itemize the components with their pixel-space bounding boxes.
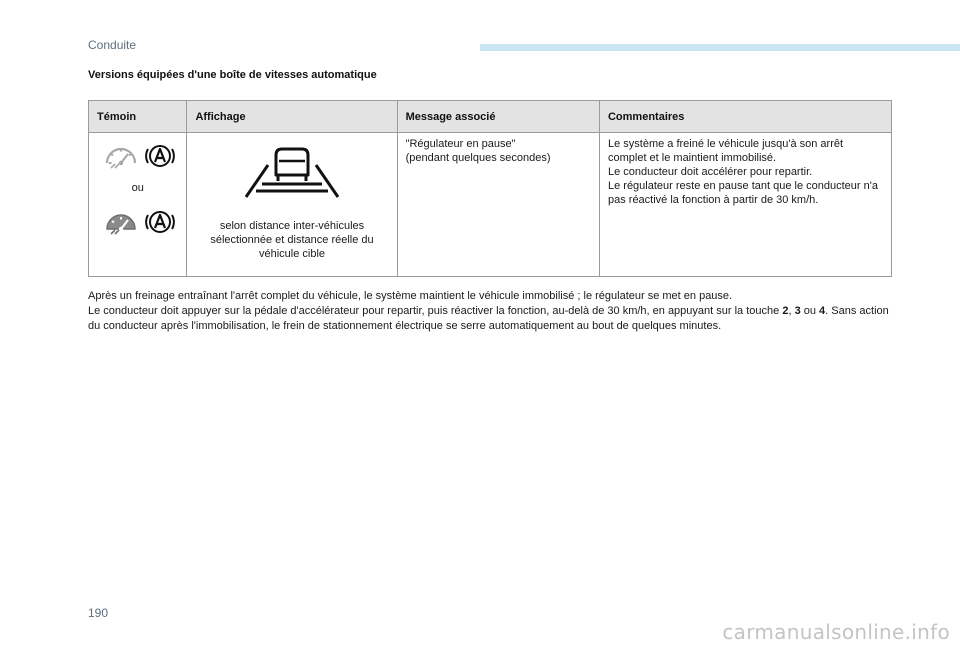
table-header-row xyxy=(89,101,892,133)
page-number: 190 xyxy=(88,606,109,620)
affichage-cell xyxy=(187,133,397,277)
column-header-commentaires: Commentaires xyxy=(599,101,891,133)
auto-hold-icon xyxy=(144,206,176,238)
paragraph-line-2-start: Le conducteur doit appuyer sur la pédale d'accélérateur pour repartir, puis réactiver la fonction, au-delà de 30 km/h, en appuyant sur la touche xyxy=(88,305,783,317)
info-table xyxy=(88,100,892,277)
body-paragraph xyxy=(88,289,893,334)
or-label: ou xyxy=(131,182,144,194)
separator-1: , xyxy=(788,305,795,317)
cruise-control-dark-icon xyxy=(103,207,139,237)
message-text: "Régulateur en pause" (pendant quelques secondes) xyxy=(405,138,551,164)
temoin-icon-row-2 xyxy=(89,203,186,241)
paragraph-line-1: Après un freinage entraînant l'arrêt complet du véhicule, le système maintient le véhicule immobilisé ; le régulateur se met en pause. xyxy=(88,290,733,302)
separator-2: ou xyxy=(800,305,820,317)
subtitle: Versions équipées d'une boîte de vitesses automatique xyxy=(88,69,377,81)
vehicle-ahead-display-icon xyxy=(242,143,342,201)
key-2: 2 xyxy=(782,305,789,317)
auto-hold-icon xyxy=(144,140,176,172)
temoin-icon-row-1 xyxy=(89,137,186,175)
temoin-cell xyxy=(89,133,187,277)
comment-cell xyxy=(599,133,891,277)
cruise-control-gray-icon xyxy=(103,141,139,171)
key-4: 4 xyxy=(819,305,826,317)
table-row xyxy=(89,133,892,277)
column-header-temoin: Témoin xyxy=(89,101,187,133)
message-cell xyxy=(397,133,599,277)
paragraph-line-2-end: . Sans action du conducteur après l'immobilisation, le frein de stationnement électrique se serre automatiquement au bout de quelques minutes. xyxy=(88,305,889,332)
key-3: 3 xyxy=(794,305,801,317)
section-header: Conduite xyxy=(88,38,137,52)
watermark: carmanualsonline.info xyxy=(722,620,950,644)
comment-text: Le système a freiné le véhicule jusqu'à son arrêt complet et le maintient immobilisé. Le conducteur doit accélérer pour repartir. Le régulateur reste en pause tant que le conducteur n'a pas réactivé la fonction à partir de 30 km/h. xyxy=(607,138,878,206)
header-bar xyxy=(480,44,960,51)
column-header-message: Message associé xyxy=(397,101,599,133)
column-header-affichage: Affichage xyxy=(187,101,397,133)
affichage-text: selon distance inter-véhicules sélectionnée et distance réelle du véhicule cible xyxy=(210,220,374,260)
